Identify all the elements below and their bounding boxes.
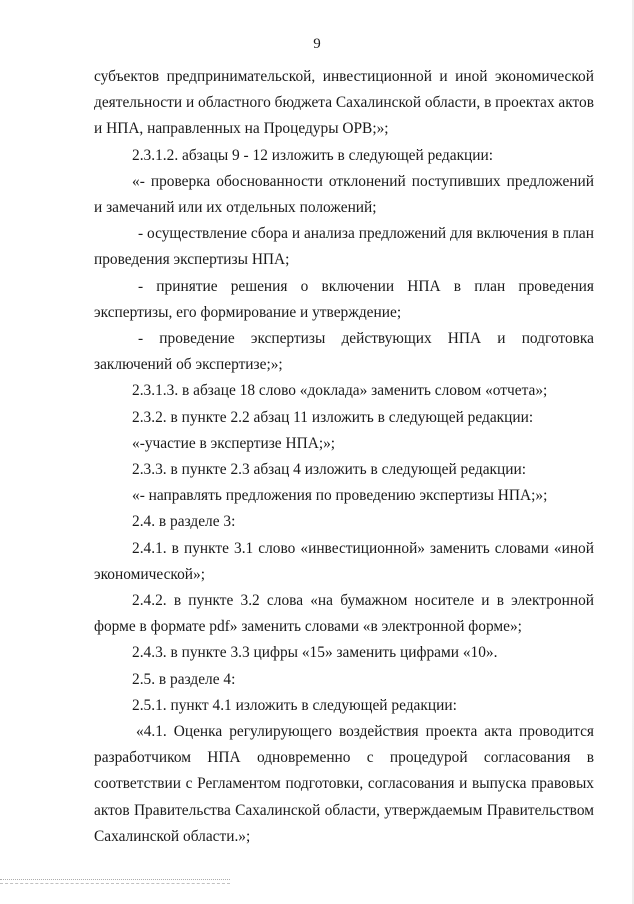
document-body	[94, 64, 594, 850]
paragraph-2-3-1-2: 2.3.1.2. абзацы 9 - 12 изложить в следующей редакции:	[132, 146, 494, 164]
paragraph-2-5-1: 2.5.1. пункт 4.1 изложить в следующей редакции:	[132, 696, 457, 714]
paragraph-collection: - осуществление сбора и анализа предложений для включения в план проведения экспертизы НПА;	[94, 225, 594, 269]
paragraph-2-4-3: 2.4.3. в пункте 3.3 цифры «15» заменить цифрами «10».	[132, 644, 498, 662]
paragraph-4-1-quote: «4.1. Оценка регулирующего воздействия проекта акта проводится разработчиком НПА одновременно с процедурой согласования в соответствии с Регламентом подготовки, согласования и выпуска правовых актов Правительства Сахалинской области, утверждаемым Правительством Сахалинской области.»;	[94, 723, 594, 845]
page-number: 9	[313, 36, 321, 52]
paragraph-quote-check: «- проверка обоснованности отклонений поступивших предложений и замечаний или их отдельных положений;	[94, 172, 594, 217]
paragraph-2-3-1-3: 2.3.1.3. в абзаце 18 слово «доклада» заменить словом «отчета»;	[132, 382, 548, 400]
paragraph-2-5: 2.5. в разделе 4:	[132, 670, 236, 688]
paragraph-2-4-1: 2.4.1. в пункте 3.1 слово «инвестиционной» заменить словами «иной экономической»;	[94, 539, 594, 583]
scan-artifact-line	[0, 879, 230, 884]
paragraph-2-4: 2.4. в разделе 3:	[132, 513, 236, 531]
paragraph-2-3-2: 2.3.2. в пункте 2.2 абзац 11 изложить в следующей редакции:	[132, 408, 534, 426]
paragraph-participation: «-участие в экспертизе НПА;»;	[132, 434, 336, 452]
paragraph-2-4-2: 2.4.2. в пункте 3.2 слова «на бумажном носителе и в электронной форме в формате pdf» заменить словами «в электронной форме»;	[94, 592, 594, 636]
paragraph-2-3-3: 2.3.3. в пункте 2.3 абзац 4 изложить в следующей редакции:	[132, 461, 526, 479]
paragraph-decision: - принятие решения о включении НПА в план проведения экспертизы, его формирование и утверждение;	[94, 277, 594, 321]
paragraph-proposals: «- направлять предложения по проведению экспертизы НПА;»;	[132, 487, 548, 505]
paragraph-continuation: субъектов предпринимательской, инвестиционной и иной экономической деятельности и областного бюджета Сахалинской области, в проектах актов и НПА, направленных на Процедуры ОРВ;»;	[94, 68, 594, 138]
paragraph-expertise: - проведение экспертизы действующих НПА и подготовка заключений об экспертизе;»;	[94, 330, 594, 374]
